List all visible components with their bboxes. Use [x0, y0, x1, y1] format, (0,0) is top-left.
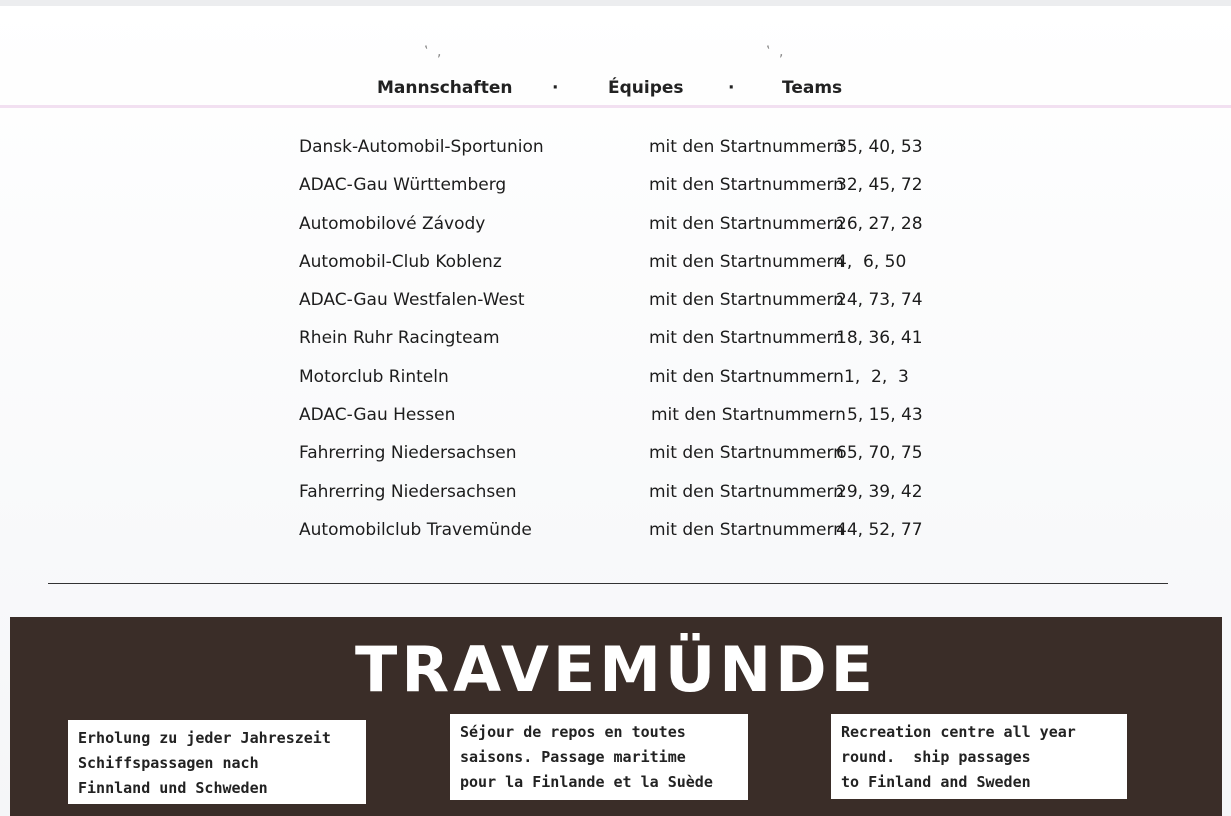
team-name: Automobil-Club Koblenz — [299, 251, 502, 272]
start-numbers-label: mit den Startnummern — [649, 175, 844, 196]
ink-mark-left: ‛ ‚ — [424, 44, 444, 60]
team-row — [0, 133, 1231, 171]
start-numbers: 44, 52, 77 — [836, 519, 923, 540]
team-name: Fahrerring Niedersachsen — [299, 443, 517, 464]
start-numbers: 1, 2, 3 — [844, 366, 909, 387]
team-row — [0, 286, 1231, 324]
advert-line: Séjour de repos en toutes — [460, 723, 686, 741]
team-row — [0, 171, 1231, 209]
start-numbers-label: mit den Startnummern — [651, 405, 846, 426]
advert-line: round. ship passages — [841, 748, 1031, 766]
advert-line: Finnland und Schweden — [78, 779, 268, 797]
advert-line: to Finland and Sweden — [841, 773, 1031, 791]
start-numbers: 26, 27, 28 — [836, 213, 923, 234]
start-numbers: 32, 45, 72 — [836, 175, 923, 196]
teams-header — [0, 78, 1231, 104]
team-name: Automobilové Závody — [299, 213, 486, 234]
team-row — [0, 363, 1231, 401]
team-row — [0, 401, 1231, 439]
header-separator: · — [552, 78, 559, 98]
advert-line: Erholung zu jeder Jahreszeit — [78, 729, 331, 747]
ink-mark-right: ‛ ‚ — [766, 44, 786, 60]
team-row — [0, 248, 1231, 286]
start-numbers: 5, 15, 43 — [847, 405, 923, 426]
advert-line: pour la Finlande et la Suède — [460, 773, 713, 791]
team-row — [0, 516, 1231, 554]
team-name: Automobilclub Travemünde — [299, 519, 532, 540]
start-numbers-label: mit den Startnummern — [649, 366, 844, 387]
scan-artifact-line — [0, 105, 1231, 108]
header-english: Teams — [782, 78, 843, 98]
team-name: Rhein Ruhr Racingteam — [299, 328, 500, 349]
horizontal-rule — [48, 583, 1168, 584]
advert-title: TRAVEMÜNDE — [355, 633, 877, 706]
travemuende-advert — [10, 617, 1222, 816]
team-name: ADAC-Gau Württemberg — [299, 175, 507, 196]
start-numbers-label: mit den Startnummern — [649, 519, 844, 540]
team-name: ADAC-Gau Hessen — [299, 405, 456, 426]
advert-text-english — [831, 714, 1127, 799]
advert-text-german — [68, 720, 366, 804]
start-numbers: 29, 39, 42 — [836, 481, 923, 502]
start-numbers: 24, 73, 74 — [836, 290, 923, 311]
teams-list — [0, 133, 1231, 554]
start-numbers-label: mit den Startnummern — [649, 481, 844, 502]
start-numbers: 35, 40, 53 — [836, 137, 923, 157]
advert-line: Schiffspassagen nach — [78, 754, 259, 772]
team-row — [0, 439, 1231, 477]
scan-top-edge — [0, 0, 1231, 6]
team-name: Fahrerring Niedersachsen — [299, 481, 517, 502]
start-numbers: 65, 70, 75 — [836, 443, 923, 464]
start-numbers-label: mit den Startnummern — [649, 213, 844, 234]
start-numbers-label: mit den Startnummern — [649, 137, 844, 157]
header-separator: · — [728, 78, 735, 98]
team-row — [0, 478, 1231, 516]
team-name: Dansk-Automobil-Sportunion — [299, 137, 544, 157]
start-numbers: 18, 36, 41 — [836, 328, 923, 349]
start-numbers-label: mit den Startnummern — [649, 251, 844, 272]
start-numbers: 4, 6, 50 — [836, 251, 907, 272]
team-name: Motorclub Rinteln — [299, 366, 449, 387]
advert-line: Recreation centre all year — [841, 723, 1076, 741]
team-row — [0, 210, 1231, 248]
team-name: ADAC-Gau Westfalen-West — [299, 290, 525, 311]
advert-text-french — [450, 714, 748, 800]
start-numbers-label: mit den Startnummern — [649, 443, 844, 464]
header-german: Mannschaften — [377, 78, 513, 98]
advert-line: saisons. Passage maritime — [460, 748, 686, 766]
team-row — [0, 324, 1231, 362]
start-numbers-label: mit den Startnummern — [649, 290, 844, 311]
start-numbers-label: mit den Startnummern — [649, 328, 844, 349]
header-french: Équipes — [608, 78, 684, 98]
